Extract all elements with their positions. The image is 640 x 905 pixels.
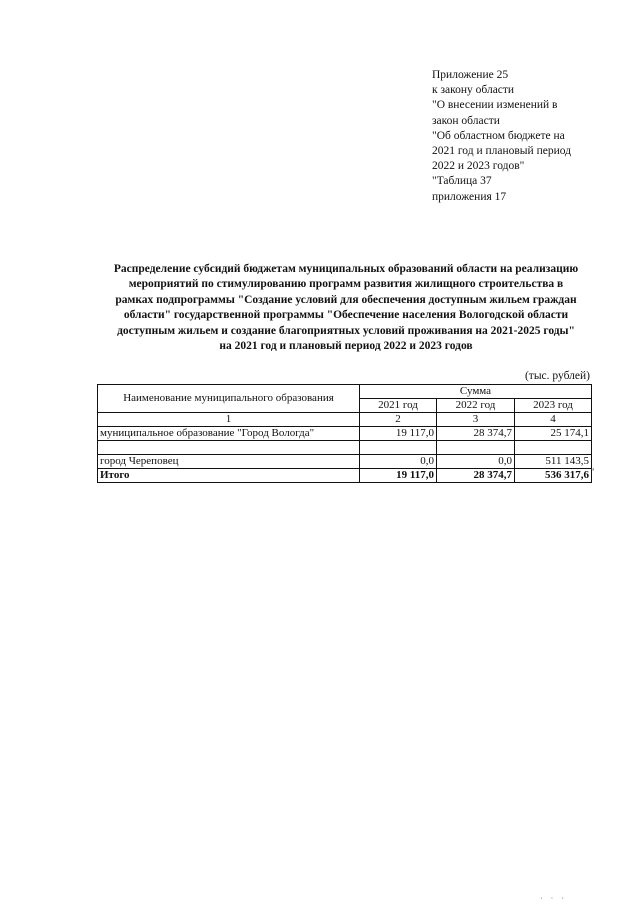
row-value: 25 174,1 — [515, 427, 592, 441]
row-value: 19 117,0 — [360, 427, 437, 441]
document-title — [96, 262, 596, 354]
appendix-line: закон области — [432, 114, 500, 127]
appendix-line: 2021 год и плановый период — [432, 145, 571, 158]
row-value: 0,0 — [437, 455, 515, 469]
table-colnum-row — [98, 413, 592, 427]
total-value: 19 117,0 — [360, 469, 437, 483]
appendix-line: приложения 17 — [432, 190, 507, 203]
units-label: (тыс. рублей) — [524, 370, 590, 382]
appendix-line: "Таблица 37 — [432, 175, 492, 188]
column-number: 2 — [360, 413, 437, 427]
header-name: Наименование муниципального образования — [98, 385, 360, 413]
total-value: 536 317,6 — [515, 469, 592, 483]
row-value: 0,0 — [360, 455, 437, 469]
total-name: Итого — [98, 469, 360, 483]
title-line: доступным жильем и создание благоприятных условий проживания на 2021-2025 годы" — [117, 324, 575, 337]
spacer-cell — [437, 441, 515, 455]
row-value: 28 374,7 — [437, 427, 515, 441]
total-value: 28 374,7 — [437, 469, 515, 483]
row-value: 511 143,5 — [515, 455, 592, 469]
title-line: рамках подпрограммы "Создание условий для обеспечения доступным жильем граждан — [115, 293, 577, 306]
column-number: 1 — [98, 413, 360, 427]
column-number: 3 — [437, 413, 515, 427]
header-year: 2021 год — [360, 399, 437, 413]
table-header-row — [98, 385, 592, 399]
appendix-line: "Об областном бюджете на — [432, 129, 565, 142]
table-total-row — [98, 469, 592, 483]
table-spacer — [98, 441, 592, 455]
table-row — [98, 427, 592, 441]
row-name: муниципальное образование "Город Вологда" — [98, 427, 360, 441]
title-line: Распределение субсидий бюджетам муниципальных образований области на реализацию — [113, 263, 579, 275]
column-number: 4 — [515, 413, 592, 427]
header-sum: Сумма — [360, 385, 592, 399]
subsidy-table — [97, 384, 592, 483]
table-row — [98, 455, 592, 469]
spacer-cell — [98, 441, 360, 455]
header-year: 2023 год — [515, 399, 592, 413]
appendix-line: Приложение 25 — [432, 69, 509, 81]
title-line: области" государственной программы "Обеспечение населения Вологодской области — [123, 309, 569, 322]
appendix-line: к закону области — [432, 84, 515, 97]
spacer-cell — [360, 441, 437, 455]
row-name: город Череповец — [98, 455, 360, 469]
header-year: 2022 год — [437, 399, 515, 413]
title-line: на 2021 год и плановый период 2022 и 2023 годов — [219, 340, 473, 353]
footer-mark: · · · — [540, 894, 567, 903]
closing-quote-mark: " — [591, 467, 595, 477]
spacer-cell — [515, 441, 592, 455]
appendix-line: "О внесении изменений в — [432, 99, 558, 112]
appendix-header — [432, 68, 622, 205]
title-line: мероприятий по стимулированию программ развития жилищного строительства в — [128, 278, 564, 291]
appendix-line: 2022 и 2023 годов" — [432, 160, 525, 173]
